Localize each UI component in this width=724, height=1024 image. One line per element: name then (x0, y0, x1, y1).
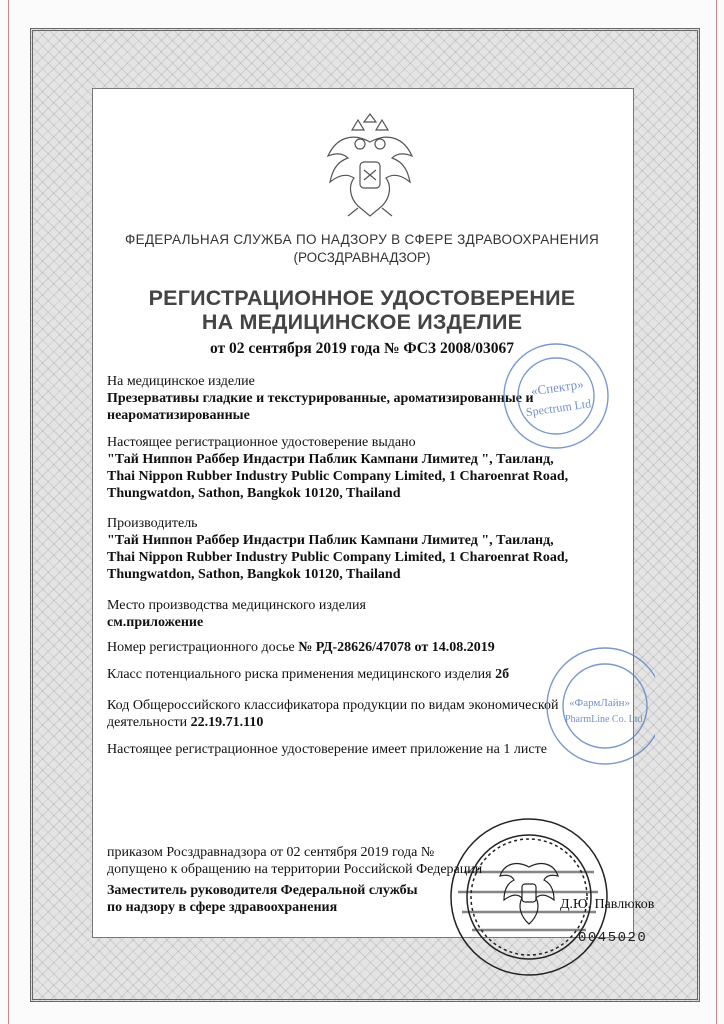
spectrum-stamp-icon (472, 340, 622, 452)
pharmline-stamp-icon (535, 640, 655, 770)
okved-label-line2: деятельности (107, 715, 188, 730)
device-label: На медицинское изделие (107, 374, 255, 389)
production-site-label: Место производства медицинского изделия (107, 598, 366, 613)
production-site-section (107, 597, 607, 631)
issued-to-label: Настоящее регистрационное удостоверение выдано (107, 435, 416, 450)
manufacturer-section (107, 515, 607, 583)
risk-class-label: Класс потенциального риска применения медицинского изделия (107, 667, 492, 682)
device-name-line2: неароматизированные (107, 408, 250, 423)
okved-value: 22.19.71.110 (190, 715, 264, 730)
right-edge-line (716, 0, 717, 1024)
signer-position-line1: Заместитель руководителя Федеральной службы (107, 883, 418, 898)
okved-label-line1: Код Общероссийского классификатора продукции по видам экономической (107, 698, 559, 713)
appendix-count: 1 листе (503, 742, 547, 757)
order-line1: приказом Росздравнадзора от 02 сентября 2019 года № (107, 845, 435, 860)
signer-position-line2: по надзору в сфере здравоохранения (107, 900, 338, 915)
certificate-subtitle: НА МЕДИЦИНСКОЕ ИЗДЕЛИЕ (201, 310, 523, 334)
manufacturer-label: Производитель (107, 516, 198, 531)
stamp-pharm-ru: «ФармЛайн» (569, 697, 630, 709)
agency-name: ФЕДЕРАЛЬНАЯ СЛУЖБА ПО НАДЗОРУ В СФЕРЕ ЗДРАВООХРАНЕНИЯ (125, 232, 599, 247)
risk-class-value: 2б (495, 667, 510, 682)
agency-short-name: (РОСЗДРАВНАДЗОР) (293, 250, 431, 265)
dossier-section (107, 639, 607, 656)
appendix-section (107, 741, 607, 758)
signer-name: Д.Ю. Павлюков (560, 897, 655, 912)
stamp-pharm-en: PharmLine Co. Ltd (565, 714, 643, 725)
manufacturer-line1: "Тай Ниппон Раббер Индастри Паблик Кампани Лимитед ", Таиланд, (107, 533, 554, 548)
production-site-value: см.приложение (107, 615, 204, 630)
official-seal-icon (444, 812, 614, 982)
serial-number: 0045020 (578, 930, 648, 946)
order-line2: допущено к обращению на территории Российской Федерации (107, 862, 483, 877)
manufacturer-line2: Thai Nippon Rubber Industry Public Company Limited, 1 Charoenrat Road, (107, 550, 569, 565)
issued-to-line2: Thai Nippon Rubber Industry Public Company Limited, 1 Charoenrat Road, (107, 469, 569, 484)
risk-class-section (107, 666, 607, 683)
dossier-value: № РД-28626/47078 от 14.08.2019 (298, 640, 495, 655)
certificate-title: РЕГИСТРАЦИОННОЕ УДОСТОВЕРЕНИЕ (148, 286, 576, 310)
stamp-spectrum-ru: «Спектр» (530, 376, 585, 399)
dossier-label: Номер регистрационного досье (107, 640, 295, 655)
okved-section (107, 697, 607, 731)
appendix-text: Настоящее регистрационное удостоверение имеет приложение на (107, 742, 500, 757)
left-edge-line (8, 0, 9, 1024)
certificate-date-number: от 02 сентября 2019 года № ФСЗ 2008/03067 (209, 340, 515, 357)
double-headed-eagle-emblem-icon (322, 112, 418, 222)
issued-to-line3: Thungwatdon, Sathon, Bangkok 10120, Thailand (107, 486, 401, 501)
stamp-spectrum-en: Spectrum Ltd (525, 396, 592, 420)
device-name-line1: Презервативы гладкие и текстурированные, ароматизированные и (107, 391, 534, 406)
manufacturer-line3: Thungwatdon, Sathon, Bangkok 10120, Thailand (107, 567, 401, 582)
issued-to-line1: "Тай Ниппон Раббер Индастри Паблик Кампани Лимитед ", Таиланд, (107, 452, 554, 467)
